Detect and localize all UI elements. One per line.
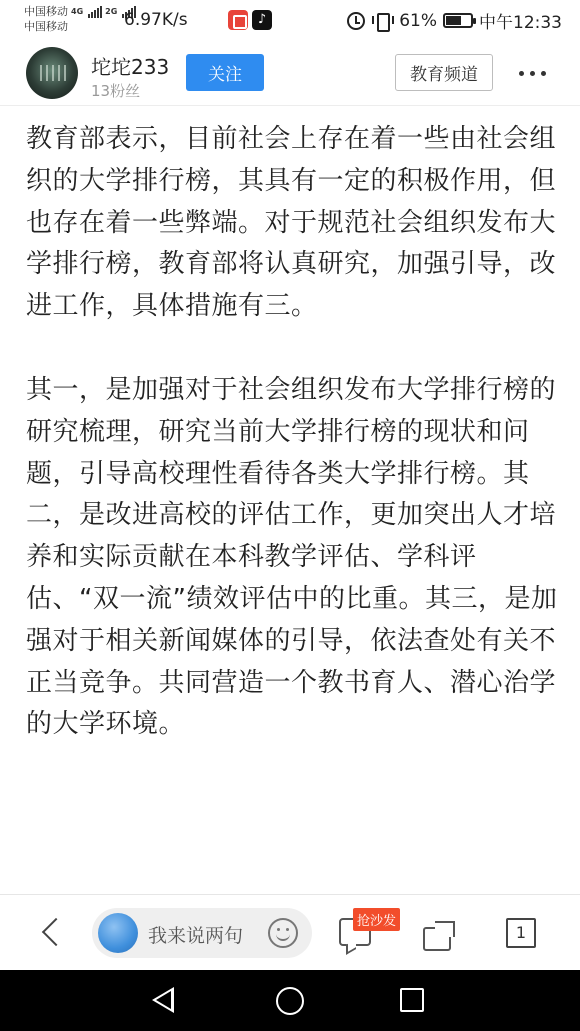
battery-percent: 61%	[399, 10, 437, 31]
battery-fill	[446, 16, 461, 25]
status-bar	[0, 0, 580, 40]
author-name[interactable]: 坨坨233	[91, 55, 170, 79]
vibrate-icon	[371, 12, 393, 30]
network-speed: 6.97K/s	[124, 10, 188, 30]
network-type-2: 2G	[105, 7, 118, 16]
nav-home-icon[interactable]	[276, 987, 304, 1015]
back-arrow-icon[interactable]	[36, 915, 66, 951]
alarm-icon	[347, 12, 365, 30]
carrier-2: 中国移动	[24, 20, 68, 33]
carrier-1: 中国移动	[24, 5, 68, 18]
carrier-info	[24, 4, 136, 34]
app-notification-icon	[228, 10, 248, 30]
tiktok-icon: ♪	[252, 10, 272, 30]
sofa-badge[interactable]: 抢沙发	[353, 908, 400, 931]
share-icon[interactable]	[423, 919, 457, 951]
fans-count: 13粉丝	[91, 82, 141, 100]
status-right	[347, 8, 562, 33]
emoji-icon[interactable]	[268, 918, 298, 948]
article-body	[26, 119, 558, 746]
follow-button[interactable]: 关注	[186, 54, 264, 91]
bottom-toolbar	[0, 894, 580, 970]
nav-back-icon[interactable]	[152, 987, 174, 1013]
battery-icon	[443, 13, 473, 28]
article-paragraph: 其一，是加强对于社会组织发布大学排行榜的研究梳理，研究当前大学排行榜的现状和问题，引导高校理性看待各类大学排行榜。其二，是改进高校的评估工作，更加突出人才培养和实际贡献在本科教学评估、学科评估、“双一流”绩效评估中的比重。其三，是加强对于相关新闻媒体的引导，依法查处有关不正当竞争。共同营造一个教书育人、潜心治学的大学环境。	[26, 374, 558, 740]
comment-input[interactable]	[92, 908, 312, 958]
comment-placeholder: 我来说两句	[148, 925, 244, 947]
author-avatar[interactable]	[26, 47, 78, 99]
more-options-icon[interactable]	[512, 58, 552, 88]
network-type-1: 4G	[71, 7, 84, 16]
author-header	[0, 40, 580, 106]
nav-recent-apps-icon[interactable]	[400, 988, 424, 1012]
channel-button[interactable]: 教育频道	[395, 54, 493, 91]
system-nav-bar	[0, 970, 580, 1031]
user-avatar	[98, 913, 138, 953]
page-count-button[interactable]: 1	[506, 918, 536, 948]
signal-icon	[88, 6, 102, 18]
clock: 中午12:33	[479, 13, 562, 33]
article-paragraph: 教育部表示，目前社会上存在着一些由社会组织的大学排行榜，其具有一定的积极作用，但也存在着一些弊端。对于规范社会组织发布大学排行榜，教育部将认真研究，加强引导，改进工作，具体措施有三。	[26, 124, 557, 322]
